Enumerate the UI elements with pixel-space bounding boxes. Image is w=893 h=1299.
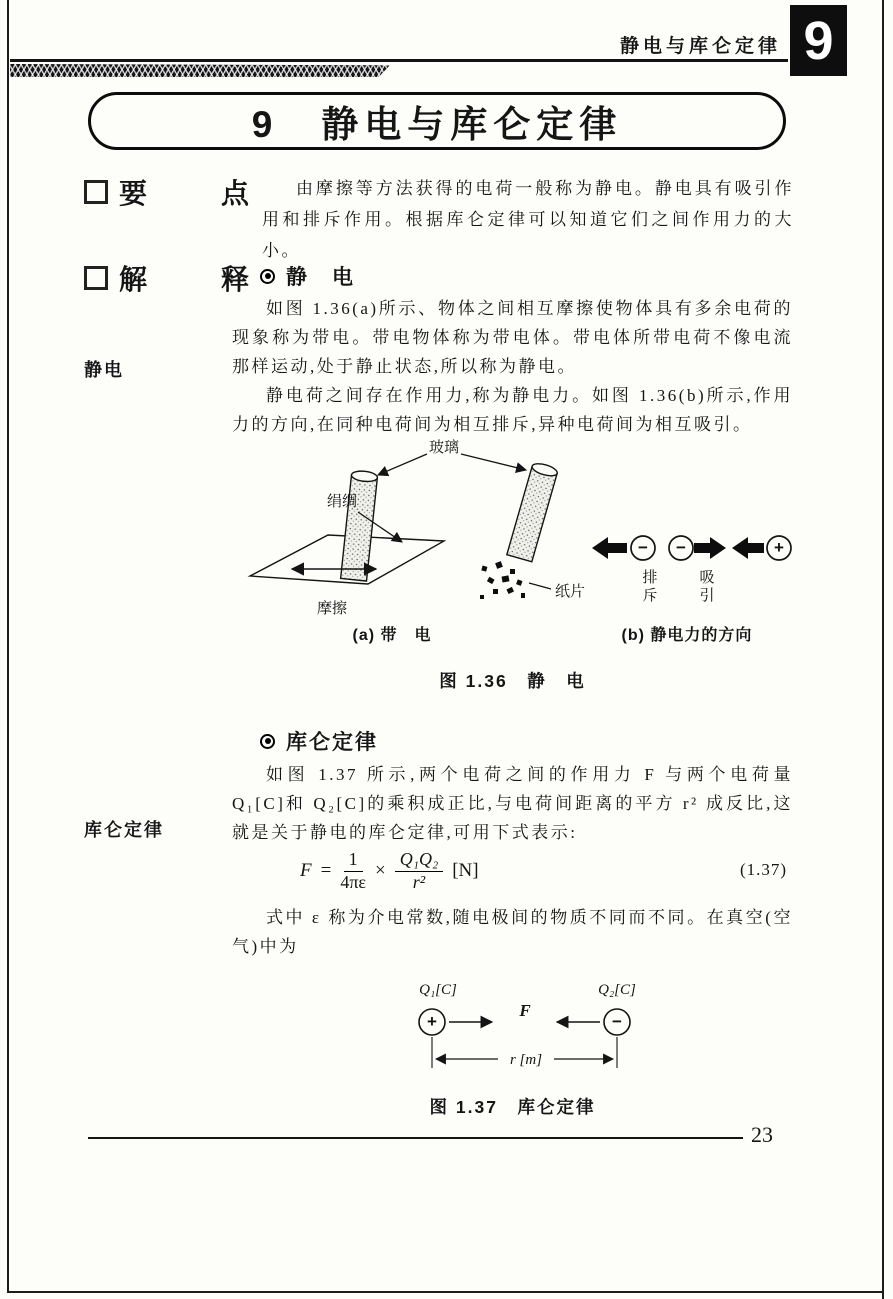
coulomb-formula xyxy=(300,849,479,893)
fraction-1-denominator: 4πε xyxy=(340,871,366,892)
static-heading-text: 静 电 xyxy=(286,266,355,289)
figure-1-37 xyxy=(390,980,670,1084)
formula-fraction-1 xyxy=(340,849,366,893)
minus-sign: − xyxy=(638,538,648,557)
keypoints-label-left: 要 xyxy=(119,178,148,209)
page-edge-right xyxy=(882,0,884,1299)
page-edge-left xyxy=(7,0,9,1293)
footer-rule xyxy=(88,1137,743,1139)
fraction-1-numerator: 1 xyxy=(344,849,363,872)
chapter-number-box xyxy=(790,5,847,76)
page-edge-bottom xyxy=(7,1291,884,1293)
page-number: 23 xyxy=(751,1122,773,1147)
bullseye-bullet-icon xyxy=(260,734,275,749)
paper-bits-pointer xyxy=(529,583,551,589)
q1-label: Q₁[C] xyxy=(419,982,457,998)
attract-force-arrow xyxy=(732,537,764,559)
static-paragraphs xyxy=(232,294,793,439)
paper-bits xyxy=(480,561,525,599)
attract-label-bottom: 引 xyxy=(699,587,715,604)
plus-sign: + xyxy=(774,538,784,557)
keypoints-label-right: 点 xyxy=(220,178,249,209)
explanation-checkbox-icon xyxy=(84,266,108,290)
static-electricity-heading xyxy=(260,261,355,291)
fraction-2-denominator: r² xyxy=(412,871,426,892)
chapter-number: 9 xyxy=(803,10,834,71)
repel-force-arrow-right xyxy=(694,537,726,559)
attract-label-top: 吸 xyxy=(699,569,715,586)
coulomb-heading-text: 库仑定律 xyxy=(286,731,378,754)
coulomb-law-heading xyxy=(260,726,378,756)
explanation-label-right: 释 xyxy=(220,264,249,295)
minus-sign: − xyxy=(676,538,686,557)
distance-label: r [m] xyxy=(509,1052,543,1068)
times-sign: × xyxy=(374,860,386,882)
glass-pointer-left xyxy=(378,454,427,475)
static-paragraph-2: 静电荷之间存在作用力,称为静电力。如图 1.36(b)所示,作用力的方向,在同种电荷间为相互排斥,异种电荷间为相互吸引。 xyxy=(232,386,793,434)
running-header-title: 静电与库仑定律 xyxy=(619,36,781,57)
charged-rod xyxy=(507,461,559,561)
subcaption-a: (a) 带 电 xyxy=(352,627,432,644)
keypoints-section-label xyxy=(119,172,249,212)
paper-bits-label: 纸片 xyxy=(554,583,586,600)
explanation-label-left: 解 xyxy=(119,264,148,295)
repel-label-bottom: 斥 xyxy=(642,587,658,604)
explanation-section-label xyxy=(119,258,249,298)
glass-label: 玻璃 xyxy=(428,439,460,456)
coulomb-paragraph-1-block xyxy=(232,760,793,847)
chapter-title-banner xyxy=(88,92,786,150)
coulomb-paragraph-2-block xyxy=(232,903,793,961)
minus-sign: − xyxy=(612,1012,622,1031)
chapter-title: 9 静电与库仑定律 xyxy=(251,104,623,145)
q2-label: Q₂[C] xyxy=(598,982,636,998)
figure-1-37-caption: 图 1.37 库仑定律 xyxy=(429,1097,596,1117)
subcaption-b: (b) 静电力的方向 xyxy=(621,627,753,644)
coulomb-paragraph-1: 如图 1.37 所示,两个电荷之间的作用力 F 与两个电荷量 Q₁[C]和 Q₂[C]的乘积成正比,与电荷间距离的平方 r² 成反比,这就是关于静电的库仑定律,可用下式表示: xyxy=(232,765,793,842)
formula-lhs: F xyxy=(300,860,312,882)
keypoints-text: 由摩擦等方法获得的电荷一般称为静电。静电具有吸引作用和排斥作用。根据库仑定律可以知道它们之间作用力的大小。 xyxy=(262,179,794,260)
decorative-hatch-strip xyxy=(10,64,390,77)
fraction-2-numerator: Q₁Q₂ xyxy=(395,849,444,872)
glass-pointer-right xyxy=(461,454,526,470)
friction-label: 摩擦 xyxy=(316,600,348,617)
static-paragraph-1: 如图 1.36(a)所示、物体之间相互摩擦使物体具有多余电荷的现象称为带电。带电物体称为带电体。带电体所带电荷不像电流那样运动,处于静止状态,所以称为静电。 xyxy=(232,299,793,376)
margin-label-static: 静电 xyxy=(84,360,124,380)
keypoints-checkbox-icon xyxy=(84,180,108,204)
equals-sign: = xyxy=(320,860,332,882)
margin-label-coulomb: 库仑定律 xyxy=(84,820,164,840)
plus-sign: + xyxy=(427,1012,437,1031)
silk-label: 绢绸 xyxy=(326,493,358,510)
force-label: F xyxy=(519,1001,531,1020)
header-rule xyxy=(10,59,788,62)
formula-unit: [N] xyxy=(452,860,479,882)
bullseye-bullet-icon xyxy=(260,269,275,284)
repel-label-top: 排 xyxy=(642,569,658,586)
figure-1-36-caption: 图 1.36 静 电 xyxy=(439,671,586,691)
coulomb-paragraph-2: 式中 ε 称为介电常数,随电极间的物质不同而不同。在真空(空气)中为 xyxy=(232,908,793,956)
repel-force-arrow-left xyxy=(592,537,627,559)
figure-1-36 xyxy=(230,436,795,661)
formula-fraction-2 xyxy=(395,849,444,893)
equation-number: (1.37) xyxy=(740,860,788,879)
